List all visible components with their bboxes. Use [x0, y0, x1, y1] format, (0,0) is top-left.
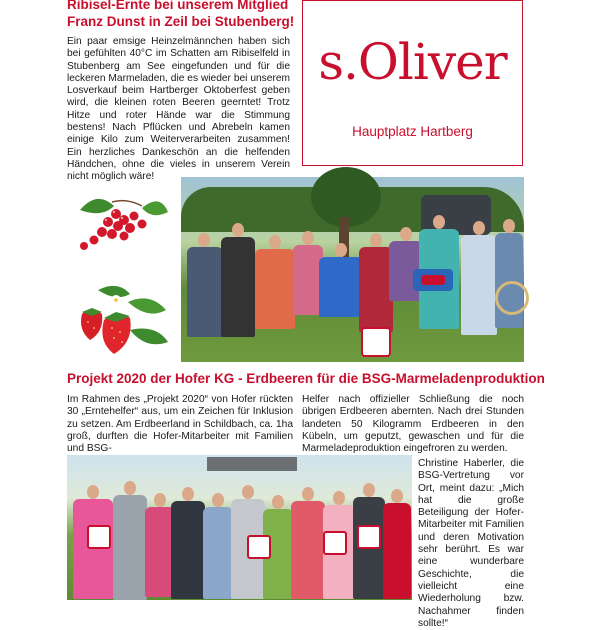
advert-brand-logo: s.Oliver [318, 33, 507, 91]
article2-column1: Im Rahmen des „Projekt 2020“ von Hofer rückten 30 „Erntehelfer“ aus, um ein Zeichen für Inklusion zu setzen. Am Erdbeerland in Schildbach, ca. 1ha groß, durften die Hofer-Mitarbeiter mit Familien und BSG- [67, 394, 293, 455]
article1-headline-line2: Franz Dunst in Zeil bei Stubenberg! [67, 14, 295, 29]
advert-box [302, 0, 523, 166]
article2-column2-bottom: Christine Haberler, die BSG-Vertretung vor Ort, meint dazu: „Mich hat die große Beteiligung der Hofer-Mitarbeiter mit Familien und deren Motivation sehr berührt. Es war eine wunderbare Geschichte, die vielleicht eine Wiederholung bzw. Nachahmer finden sollte!“ [418, 458, 524, 629]
article2-column2-top: Helfer nach offizieller Schließung die noch übrigen Erdbeeren abernten. Nach drei Stunden landeten 50 Kilogramm Erdbeeren in den Kübeln, um geputzt, gewaschen und für die Marmeladeproduktion eingefroren zu werden. [302, 394, 524, 455]
strawberry-illustration [68, 280, 178, 360]
article2-headline: Projekt 2020 der Hofer KG - Erdbeeren für die BSG-Marmeladenproduktion [67, 371, 545, 386]
article1-headline-line1: Ribisel-Ernte bei unserem Mitglied [67, 0, 289, 12]
advert-location: Hauptplatz Hartberg [352, 124, 473, 139]
article1-body: Ein paar emsige Heinzelmännchen haben sich bei gefühlten 40°C im Schatten am Ribiselfeld in Stubenberg am See eingefunden und für die leckeren Marmeladen, die es wieder bei unserem Losverkauf beim Hartberger Oktoberfest geben wird, die kleinen roten Beeren geerntet! Trotz Hitze und roter Hände war die Stimmung bestens! Nach Pflücken und Abrebeln kamen einige Kilo zum Weiterverarbeiten zusammen! Ein herzliches Dankeschön an die helfenden Händchen, ohne die vieles in unserem Verein nicht möglich wäre! [67, 36, 290, 183]
strawberry-harvest-group-photo [67, 455, 412, 600]
redcurrant-illustration [72, 188, 172, 258]
article1-headline [67, 0, 299, 30]
currant-harvest-group-photo [181, 177, 524, 362]
